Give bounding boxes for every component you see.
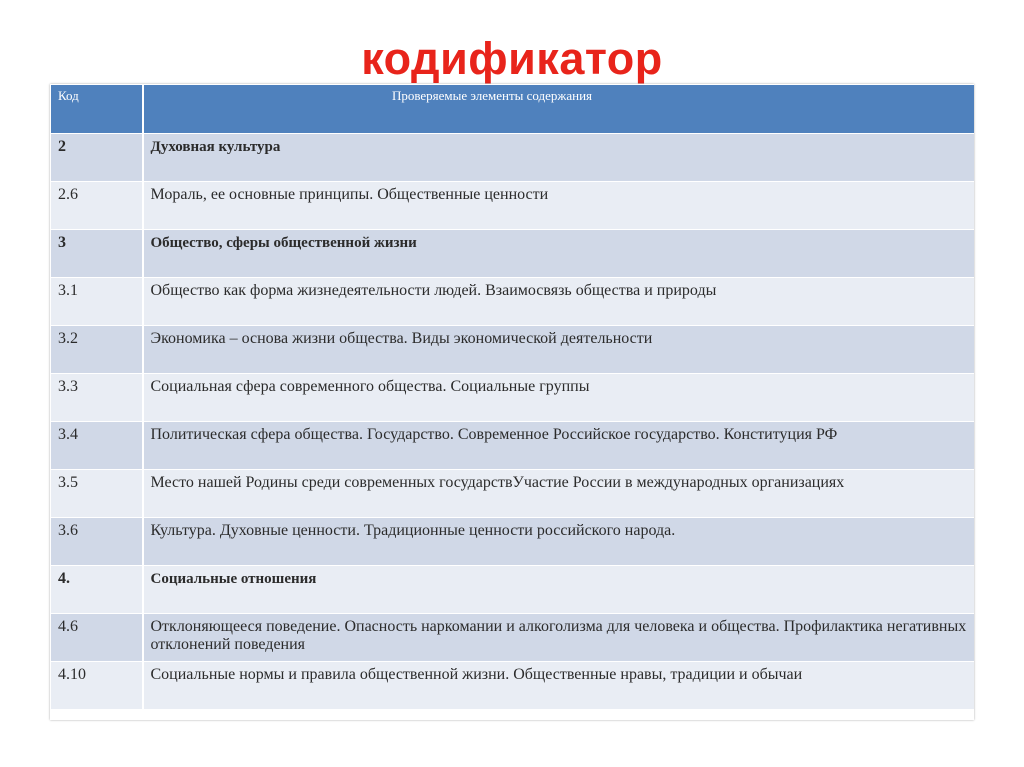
row-content: Общество как форма жизнедеятельности людей. Взаимосвязь общества и природы	[143, 278, 975, 326]
row-code: 2	[51, 134, 143, 182]
row-content: Духовная культура	[143, 134, 975, 182]
row-content: Общество, сферы общественной жизни	[143, 230, 975, 278]
header-content: Проверяемые элементы содержания	[143, 85, 975, 134]
table-row	[51, 566, 975, 614]
row-content: Социальная сфера современного общества. Социальные группы	[143, 374, 975, 422]
row-content: Экономика – основа жизни общества. Виды экономической деятельности	[143, 326, 975, 374]
row-code: 3.6	[51, 518, 143, 566]
codifier-table-container	[50, 84, 974, 710]
row-code: 3.3	[51, 374, 143, 422]
row-content: Социальные отношения	[143, 566, 975, 614]
table-row	[51, 470, 975, 518]
row-content: Место нашей Родины среди современных государствУчастие России в международных организациях	[143, 470, 975, 518]
table-row	[51, 134, 975, 182]
table-row	[51, 422, 975, 470]
table-row	[51, 662, 975, 710]
slide-title: кодификатор	[361, 33, 663, 84]
row-code: 3.5	[51, 470, 143, 518]
table-row	[51, 326, 975, 374]
table-row	[51, 518, 975, 566]
row-content: Политическая сфера общества. Государство. Современное Российское государство. Конституция РФ	[143, 422, 975, 470]
row-code: 3	[51, 230, 143, 278]
row-code: 3.2	[51, 326, 143, 374]
row-content: Культура. Духовные ценности. Традиционные ценности российского народа.	[143, 518, 975, 566]
table-header-row	[51, 85, 975, 134]
table-row	[51, 614, 975, 662]
row-code: 3.1	[51, 278, 143, 326]
table-row	[51, 374, 975, 422]
row-code: 2.6	[51, 182, 143, 230]
row-code: 4.6	[51, 614, 143, 662]
table-row	[51, 278, 975, 326]
row-code: 3.4	[51, 422, 143, 470]
codifier-table	[50, 84, 976, 710]
table-row	[51, 182, 975, 230]
row-content: Отклоняющееся поведение. Опасность наркомании и алкоголизма для человека и общества. Профилактика негативных отклонений поведения	[143, 614, 975, 662]
header-code: Код	[51, 85, 143, 134]
row-content: Социальные нормы и правила общественной жизни. Общественные нравы, традиции и обычаи	[143, 662, 975, 710]
row-content: Мораль, ее основные принципы. Общественные ценности	[143, 182, 975, 230]
table-row	[51, 230, 975, 278]
row-code: 4.10	[51, 662, 143, 710]
row-code: 4.	[51, 566, 143, 614]
